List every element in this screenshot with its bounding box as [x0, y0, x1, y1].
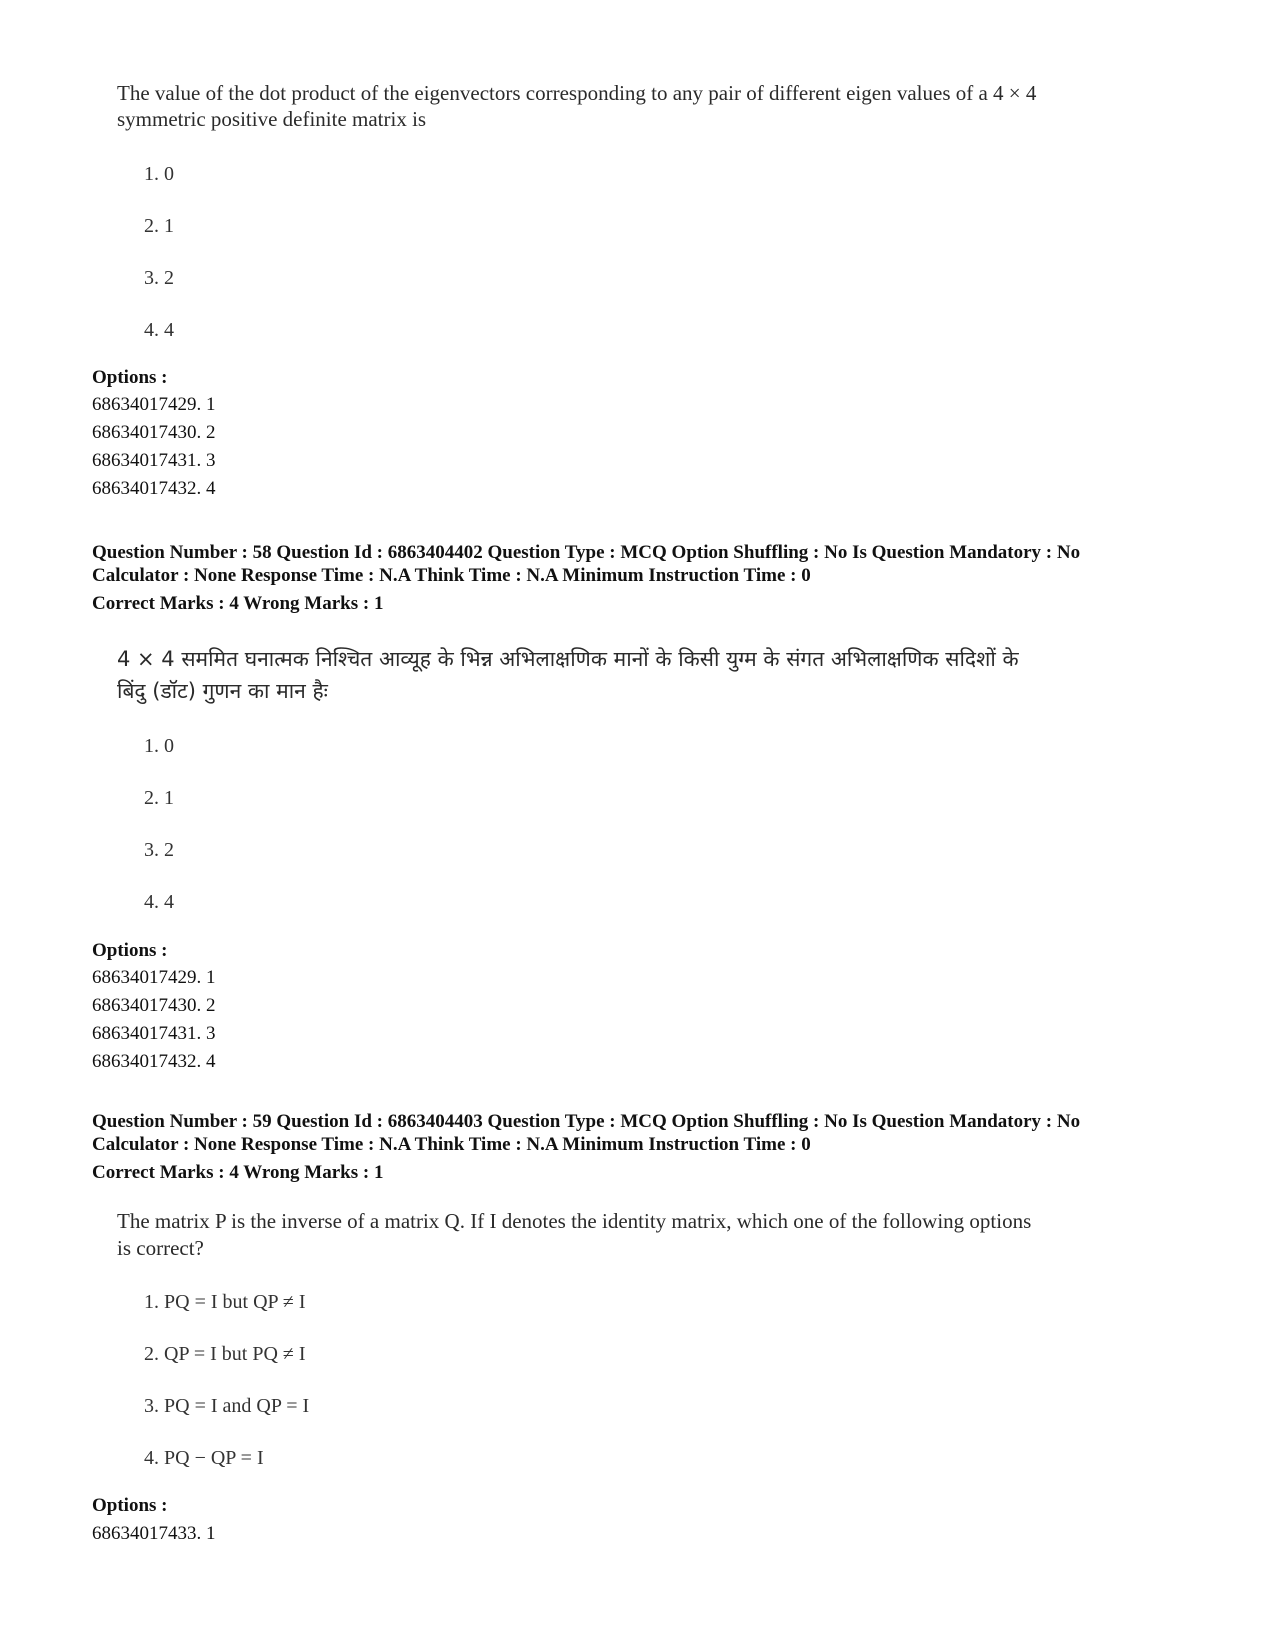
- q58-meta-line2: Calculator : None Response Time : N.A Think Time : N.A Minimum Instruction Time : 0: [92, 565, 811, 586]
- q58-choice-4: 4. 4: [144, 891, 174, 913]
- q57-text-line2: symmetric positive definite matrix is: [117, 107, 427, 131]
- q57-choice-1: 1. 0: [144, 163, 174, 185]
- q57-text-line1: The value of the dot product of the eigenvectors corresponding to any pair of different eigen values of a 4 × 4: [117, 81, 1037, 105]
- q57-option-2: 68634017430. 2: [92, 422, 216, 443]
- q58-option-4: 68634017432. 4: [92, 1051, 216, 1072]
- q57-option-1: 68634017429. 1: [92, 394, 216, 415]
- q59-meta-line2: Calculator : None Response Time : N.A Think Time : N.A Minimum Instruction Time : 0: [92, 1134, 811, 1155]
- q58-choice-1: 1. 0: [144, 735, 174, 757]
- q59-meta-line1: Question Number : 59 Question Id : 6863404403 Question Type : MCQ Option Shuffling : No Is Question Mandatory : No: [92, 1111, 1081, 1132]
- q58-text-line1: 4 × 4 सममित घनात्मक निश्चित आव्यूह के भिन्न अभिलाक्षणिक मानों के किसी युग्म के संगत अभिलाक्षणिक सदिशों के: [117, 647, 1019, 671]
- q57-choice-2: 2. 1: [144, 215, 174, 237]
- q58-meta-line1: Question Number : 58 Question Id : 6863404402 Question Type : MCQ Option Shuffling : No Is Question Mandatory : No: [92, 542, 1081, 563]
- q58-choice-3: 3. 2: [144, 839, 174, 861]
- q59-choice-1: 1. PQ = I but QP ≠ I: [144, 1291, 306, 1313]
- q58-marks: Correct Marks : 4 Wrong Marks : 1: [92, 593, 384, 614]
- q59-choice-4: 4. PQ − QP = I: [144, 1447, 264, 1469]
- q58-choice-2: 2. 1: [144, 787, 174, 809]
- q59-options-label: Options :: [92, 1495, 168, 1516]
- q58-option-1: 68634017429. 1: [92, 967, 216, 988]
- q57-options-label: Options :: [92, 367, 168, 388]
- q59-text-line2: is correct?: [117, 1236, 204, 1260]
- q59-choice-3: 3. PQ = I and QP = I: [144, 1395, 310, 1417]
- q58-option-2: 68634017430. 2: [92, 995, 216, 1016]
- q58-options-label: Options :: [92, 940, 168, 961]
- q59-marks: Correct Marks : 4 Wrong Marks : 1: [92, 1162, 384, 1183]
- q58-option-3: 68634017431. 3: [92, 1023, 216, 1044]
- q57-choice-3: 3. 2: [144, 267, 174, 289]
- q58-text-line2: बिंदु (डॉट) गुणन का मान हैः: [117, 679, 328, 703]
- q57-choice-4: 4. 4: [144, 319, 174, 341]
- q57-option-4: 68634017432. 4: [92, 478, 216, 499]
- q59-option-1: 68634017433. 1: [92, 1523, 216, 1544]
- q57-option-3: 68634017431. 3: [92, 450, 216, 471]
- q59-text-line1: The matrix P is the inverse of a matrix Q. If I denotes the identity matrix, which one of the following options: [117, 1209, 1032, 1233]
- q59-choice-2: 2. QP = I but PQ ≠ I: [144, 1343, 306, 1365]
